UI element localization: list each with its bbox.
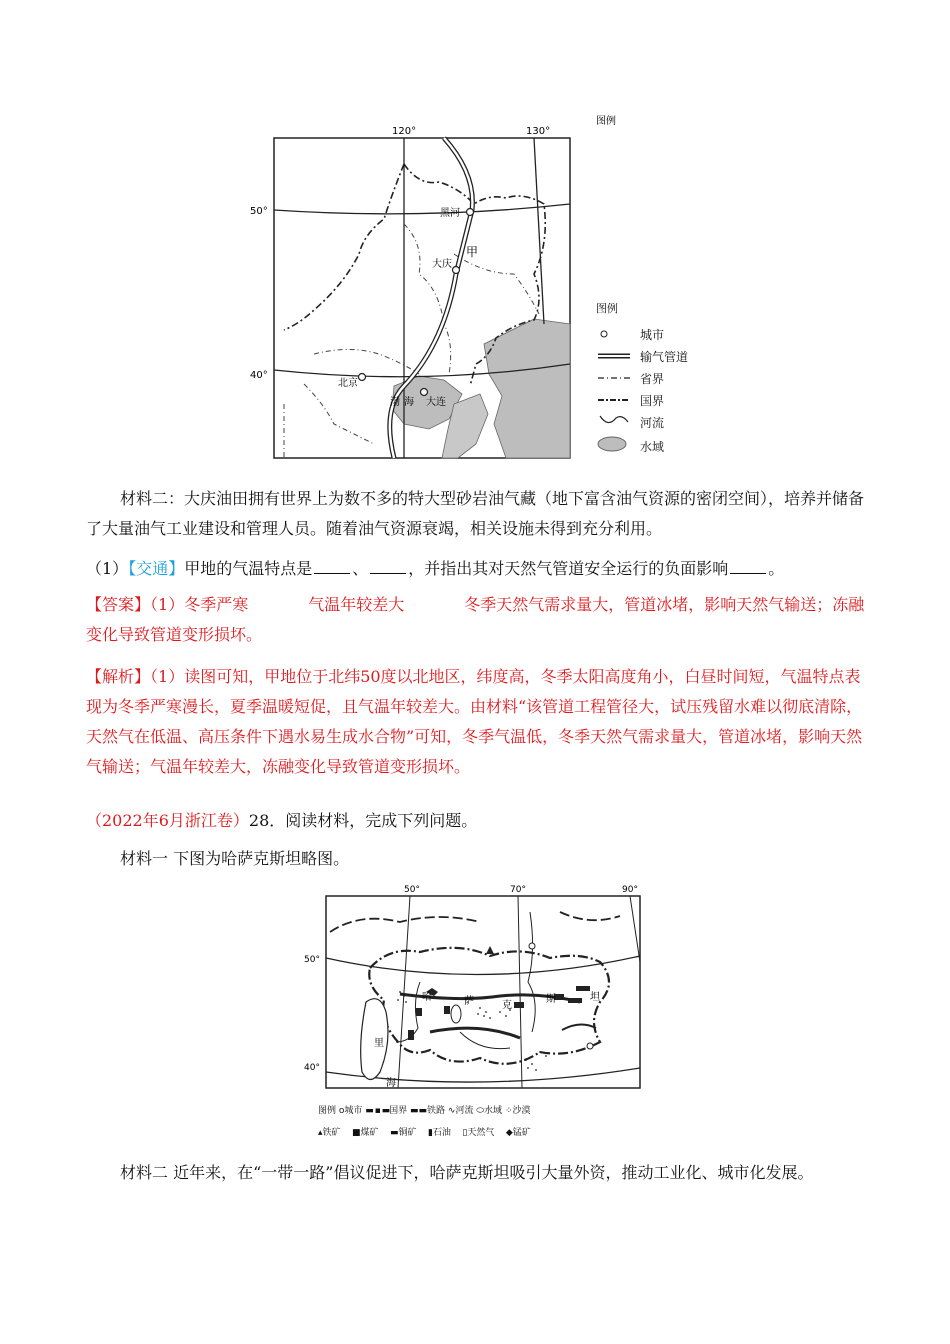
map2-legend-rail: 铁路	[427, 1106, 446, 1116]
legend-city-symbol-icon: o	[338, 1106, 345, 1116]
map2-city-2	[587, 1043, 593, 1049]
question-1-sep: 、	[352, 559, 369, 578]
bohai-char-2: 海	[404, 397, 414, 408]
map2-country-char-1: 哈	[422, 992, 432, 1003]
city-dalian-label: 大连	[426, 397, 446, 408]
map2-legend-city: 城市	[344, 1106, 363, 1116]
legend-iron-icon: ▴	[318, 1128, 323, 1138]
material2b-paragraph: 材料二 近年来，在“一带一路”倡议促进下，哈萨克斯坦吸引大量外资，推动工业化、城市化发展。	[120, 1163, 814, 1182]
answer-3: 冬季天然气需求量大，管道冰堵，影响天然气输送；冻融变化导致管道变形损坏。	[86, 595, 865, 644]
map2-legend-row-1	[318, 1104, 648, 1118]
question-1-end: 。	[768, 559, 785, 578]
question-1-text-a: 甲地的气温特点是	[184, 559, 313, 578]
map1-legend	[596, 114, 616, 127]
map2-legend	[318, 1104, 648, 1144]
map2-legend-manganese: 锰矿	[512, 1128, 531, 1138]
analysis-text: （1）读图可知，甲地位于北纬50度以北地区，纬度高，冬季太阳高度角小，白昼时间短，气温特点表现为冬季严寒漫长，夏季温暖短促，且气温年较差大。由材料“该管道工程管径大，试压残留水难以彻底清除，天然气在低温、高压条件下遇水易生成水合物”可知，冬季气温低，冬季天然气需求量大，管道冰堵，影响天然气输送；气温年较差大，冻融变化导致管道变形损坏。	[86, 667, 863, 776]
question-1-number: （1）	[86, 559, 129, 578]
answer-2: 气温年较差大	[308, 595, 405, 614]
answer-tag: 【答案】	[86, 595, 151, 614]
map1-lat-40: 40°	[250, 370, 268, 381]
city-heihe-marker	[467, 209, 474, 216]
question-1-blank-1[interactable]	[314, 559, 350, 574]
exam-source: （2022年6月浙江卷）	[86, 811, 249, 830]
map2-legend-copper: 铜矿	[398, 1128, 417, 1138]
bohai-char-1: 渤	[390, 397, 400, 408]
question-1-blank-3[interactable]	[730, 559, 766, 574]
material1-line: 材料一 下图为哈萨克斯坦略图。	[120, 849, 350, 868]
map2-legend-title: 图例	[318, 1106, 337, 1116]
exam-text: 28．阅读材料，完成下列问题。	[248, 811, 478, 830]
place-jia-label: 甲	[466, 245, 479, 259]
map2-legend-river: 河流	[455, 1106, 474, 1116]
analysis-paragraph	[86, 662, 866, 782]
material2-paragraph: 材料二：大庆油田拥有世界上为数不多的特大型砂岩油气藏（地下富含油气资源的密闭空间），培养并储备了大量油气工业建设和管理人员。随着油气资源衰竭，相关设施未得到充分利用。	[86, 489, 865, 538]
legend-label-water: 水域	[640, 440, 665, 454]
map2-country-char-3: 克	[502, 1000, 512, 1011]
map1-legend-title-text: 图例	[596, 302, 618, 315]
legend-water-symbol-icon: ⬭	[476, 1106, 485, 1116]
analysis-tag: 【解析】	[86, 667, 151, 686]
map2-lon-90: 90°	[622, 885, 638, 895]
map2-country-char-5: 坦	[590, 992, 600, 1003]
map2-lon-70: 70°	[510, 885, 526, 895]
map2-country-char-2: 萨	[464, 996, 474, 1007]
map2-lon-50: 50°	[404, 885, 420, 895]
map2-country-char-4: 斯	[546, 994, 556, 1005]
question-1-blank-2[interactable]	[370, 559, 406, 574]
map2-legend-water: 水域	[484, 1106, 503, 1116]
legend-water-icon	[598, 437, 626, 451]
map2-lat-50: 50°	[304, 955, 320, 965]
coal-symbol-1	[514, 1002, 524, 1008]
city-dalian-marker	[421, 389, 428, 396]
oil-symbol-2	[416, 1008, 422, 1016]
northeast-china-map-svg	[244, 116, 616, 464]
kazakhstan-map	[300, 882, 650, 1136]
city-beijing-label: 北京	[338, 378, 358, 389]
question-1-text-b: ，并指出其对天然气管道安全运行的负面影响	[408, 559, 729, 578]
map1-legend-title: 图例	[596, 116, 616, 127]
legend-gas-icon: ▯	[462, 1128, 468, 1138]
map2-lat-40: 40°	[304, 1063, 320, 1073]
legend-river-symbol-icon: ∿	[447, 1106, 456, 1116]
map2-legend-oil: 石油	[432, 1128, 451, 1138]
legend-river-icon	[600, 416, 628, 423]
map2-legend-desert: 沙漠	[512, 1106, 531, 1116]
city-beijing-marker	[359, 374, 366, 381]
legend-label-city: 城市	[640, 328, 665, 342]
legend-rail-symbol-icon: ▬▬	[410, 1106, 428, 1116]
legend-label-river: 河流	[640, 416, 665, 430]
northeast-china-map	[244, 116, 616, 464]
legend-border-symbol-icon: ▬ ▪ ▬	[365, 1106, 390, 1116]
legend-desert-symbol-icon: ⁘	[504, 1106, 513, 1116]
gas-symbol	[444, 1006, 450, 1014]
map1-lon-130: 130°	[526, 126, 551, 137]
legend-label-province: 省界	[640, 372, 665, 386]
oil-symbol-1	[408, 1030, 414, 1040]
answer-num: （1）	[150, 595, 185, 614]
answer-1: 冬季严寒	[184, 595, 249, 614]
map2-legend-border: 国界	[389, 1106, 408, 1116]
map2-sea-char-1: 里	[374, 1038, 384, 1049]
legend-city-icon	[601, 331, 607, 337]
map1-legend-box	[596, 300, 696, 464]
map2-legend-iron: 铁矿	[322, 1128, 341, 1138]
map2-legend-gas: 天然气	[467, 1128, 495, 1138]
city-daqing-marker	[453, 267, 460, 274]
map1-lon-120: 120°	[392, 126, 417, 137]
map2-legend-coal: 煤矿	[360, 1128, 379, 1138]
map2-aral-sea	[451, 1005, 461, 1023]
map2-city-1	[529, 943, 535, 949]
kazakhstan-map-svg	[300, 882, 650, 1136]
answer-paragraph	[86, 590, 866, 650]
legend-copper-icon: ▬	[389, 1128, 399, 1138]
map1-legend-symbols	[596, 324, 636, 464]
copper-symbol-1	[568, 998, 582, 1003]
exam-line	[86, 806, 866, 836]
question-1-tag: 【交通】	[128, 559, 185, 578]
map2-legend-row-2	[318, 1126, 648, 1140]
map1-lat-50: 50°	[250, 206, 268, 217]
legend-label-national: 国界	[640, 394, 665, 408]
map2-sea-char-2: 海	[386, 1078, 396, 1089]
legend-label-pipeline: 输气管道	[640, 350, 689, 364]
question-1	[86, 554, 866, 584]
legend-oil-icon: ▮	[427, 1128, 433, 1138]
legend-manganese-icon: ◆	[505, 1128, 513, 1138]
copper-symbol-2	[576, 986, 590, 991]
city-heihe-label: 黑河	[440, 208, 460, 219]
legend-coal-icon: ■	[352, 1128, 361, 1138]
city-daqing-label: 大庆	[432, 259, 452, 270]
